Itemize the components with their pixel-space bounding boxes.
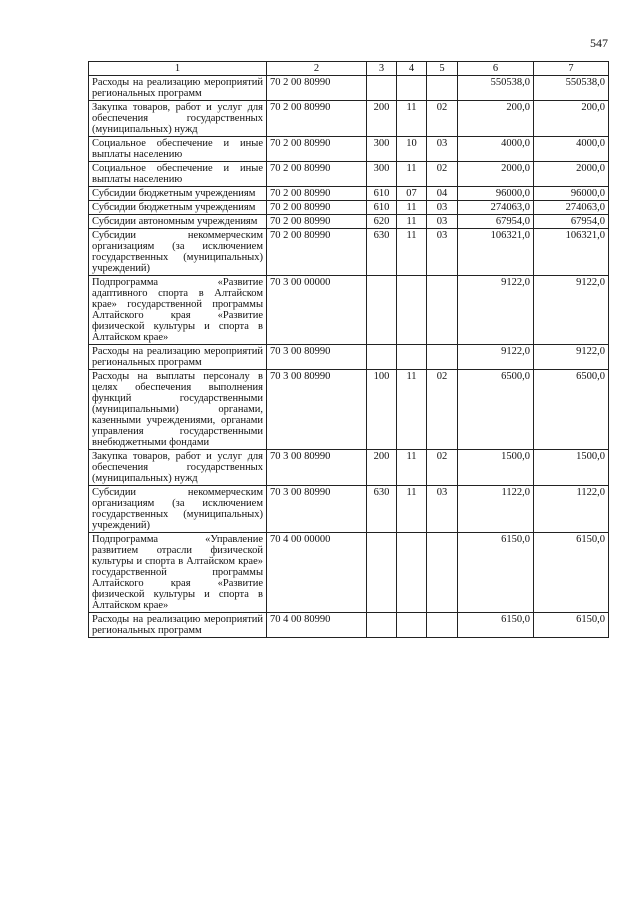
expense-name-cell: Расходы на выплаты персоналу в целях обеспечения выполнения функций государственными (муниципальными) органами, казенными учреждениями, органами управления государственными внебюджетными фондами xyxy=(89,370,267,450)
header-row xyxy=(89,62,609,76)
section-cell: 11 xyxy=(397,101,427,137)
column-header: 1 xyxy=(89,62,267,76)
subsection-cell: 03 xyxy=(427,229,458,276)
table-row xyxy=(89,137,609,162)
amount-cell: 1500,0 xyxy=(458,450,534,486)
page-number: 547 xyxy=(590,36,608,50)
section-cell xyxy=(397,613,427,638)
expense-name-cell: Социальное обеспечение и иные выплаты населению xyxy=(89,137,267,162)
amount-cell: 9122,0 xyxy=(458,345,534,370)
target-code-cell: 70 2 00 80990 xyxy=(267,137,367,162)
table-row xyxy=(89,201,609,215)
expense-type-cell: 630 xyxy=(367,486,397,533)
amount-cell: 200,0 xyxy=(534,101,609,137)
amount-cell: 200,0 xyxy=(458,101,534,137)
expense-name-cell: Расходы на реализацию мероприятий региональных программ xyxy=(89,345,267,370)
amount-cell: 6150,0 xyxy=(458,613,534,638)
expense-name-cell: Подпрограмма «Развитие адаптивного спорта в Алтайском крае» государственной программы Алтайского края «Развитие физической культуры и спорта в Алтайском крае» xyxy=(89,276,267,345)
expense-name-cell: Социальное обеспечение и иные выплаты населению xyxy=(89,162,267,187)
section-cell: 10 xyxy=(397,137,427,162)
expense-type-cell: 610 xyxy=(367,201,397,215)
section-cell: 11 xyxy=(397,201,427,215)
expense-type-cell: 200 xyxy=(367,101,397,137)
amount-cell: 96000,0 xyxy=(534,187,609,201)
expense-type-cell: 610 xyxy=(367,187,397,201)
subsection-cell xyxy=(427,533,458,613)
amount-cell: 6150,0 xyxy=(534,533,609,613)
expense-name-cell: Закупка товаров, работ и услуг для обеспечения государственных (муниципальных) нужд xyxy=(89,450,267,486)
target-code-cell: 70 3 00 80990 xyxy=(267,450,367,486)
section-cell xyxy=(397,533,427,613)
subsection-cell: 03 xyxy=(427,201,458,215)
subsection-cell: 02 xyxy=(427,101,458,137)
column-header: 5 xyxy=(427,62,458,76)
amount-cell: 6150,0 xyxy=(534,613,609,638)
subsection-cell: 02 xyxy=(427,370,458,450)
table-row xyxy=(89,533,609,613)
amount-cell: 2000,0 xyxy=(458,162,534,187)
expense-type-cell xyxy=(367,276,397,345)
target-code-cell: 70 2 00 80990 xyxy=(267,101,367,137)
amount-cell: 4000,0 xyxy=(458,137,534,162)
target-code-cell: 70 3 00 00000 xyxy=(267,276,367,345)
target-code-cell: 70 3 00 80990 xyxy=(267,370,367,450)
amount-cell: 550538,0 xyxy=(534,76,609,101)
amount-cell: 274063,0 xyxy=(534,201,609,215)
amount-cell: 6500,0 xyxy=(458,370,534,450)
expense-type-cell: 100 xyxy=(367,370,397,450)
table-row xyxy=(89,215,609,229)
expense-name-cell: Расходы на реализацию мероприятий региональных программ xyxy=(89,76,267,101)
section-cell: 11 xyxy=(397,450,427,486)
expense-type-cell: 630 xyxy=(367,229,397,276)
subsection-cell xyxy=(427,76,458,101)
budget-table xyxy=(88,61,609,638)
expense-name-cell: Расходы на реализацию мероприятий региональных программ xyxy=(89,613,267,638)
expense-type-cell xyxy=(367,345,397,370)
subsection-cell: 04 xyxy=(427,187,458,201)
expense-name-cell: Подпрограмма «Управление развитием отрасли физической культуры и спорта в Алтайском крае» государственной программы Алтайского края «Развитие физической культуры и спорта в Алтайском крае» xyxy=(89,533,267,613)
amount-cell: 6150,0 xyxy=(458,533,534,613)
expense-name-cell: Субсидии бюджетным учреждениям xyxy=(89,201,267,215)
table-row xyxy=(89,370,609,450)
section-cell xyxy=(397,345,427,370)
subsection-cell: 02 xyxy=(427,450,458,486)
target-code-cell: 70 3 00 80990 xyxy=(267,345,367,370)
target-code-cell: 70 2 00 80990 xyxy=(267,201,367,215)
table-row xyxy=(89,229,609,276)
subsection-cell: 03 xyxy=(427,486,458,533)
expense-type-cell: 620 xyxy=(367,215,397,229)
amount-cell: 1122,0 xyxy=(458,486,534,533)
subsection-cell xyxy=(427,345,458,370)
expense-type-cell xyxy=(367,613,397,638)
section-cell xyxy=(397,276,427,345)
expense-type-cell: 200 xyxy=(367,450,397,486)
table-row xyxy=(89,76,609,101)
target-code-cell: 70 2 00 80990 xyxy=(267,76,367,101)
expense-name-cell: Субсидии некоммерческим организациям (за исключением государственных (муниципальных) учреждений) xyxy=(89,486,267,533)
column-header: 4 xyxy=(397,62,427,76)
table-row xyxy=(89,187,609,201)
subsection-cell: 03 xyxy=(427,137,458,162)
table-row xyxy=(89,345,609,370)
table-row xyxy=(89,450,609,486)
expense-type-cell xyxy=(367,533,397,613)
expense-type-cell xyxy=(367,76,397,101)
amount-cell: 9122,0 xyxy=(534,345,609,370)
table-row xyxy=(89,613,609,638)
section-cell xyxy=(397,76,427,101)
section-cell: 11 xyxy=(397,162,427,187)
amount-cell: 274063,0 xyxy=(458,201,534,215)
expense-name-cell: Закупка товаров, работ и услуг для обеспечения государственных (муниципальных) нужд xyxy=(89,101,267,137)
column-header: 6 xyxy=(458,62,534,76)
subsection-cell xyxy=(427,613,458,638)
amount-cell: 106321,0 xyxy=(458,229,534,276)
amount-cell: 1122,0 xyxy=(534,486,609,533)
section-cell: 11 xyxy=(397,486,427,533)
amount-cell: 67954,0 xyxy=(534,215,609,229)
expense-type-cell: 300 xyxy=(367,162,397,187)
expense-name-cell: Субсидии автономным учреждениям xyxy=(89,215,267,229)
amount-cell: 4000,0 xyxy=(534,137,609,162)
expense-name-cell: Субсидии некоммерческим организациям (за исключением государственных (муниципальных) учреждений) xyxy=(89,229,267,276)
expense-type-cell: 300 xyxy=(367,137,397,162)
target-code-cell: 70 2 00 80990 xyxy=(267,187,367,201)
target-code-cell: 70 2 00 80990 xyxy=(267,215,367,229)
amount-cell: 6500,0 xyxy=(534,370,609,450)
target-code-cell: 70 3 00 80990 xyxy=(267,486,367,533)
target-code-cell: 70 2 00 80990 xyxy=(267,229,367,276)
amount-cell: 1500,0 xyxy=(534,450,609,486)
expense-name-cell: Субсидии бюджетным учреждениям xyxy=(89,187,267,201)
section-cell: 11 xyxy=(397,215,427,229)
target-code-cell: 70 4 00 80990 xyxy=(267,613,367,638)
amount-cell: 9122,0 xyxy=(458,276,534,345)
column-header: 7 xyxy=(534,62,609,76)
amount-cell: 96000,0 xyxy=(458,187,534,201)
column-header: 3 xyxy=(367,62,397,76)
amount-cell: 9122,0 xyxy=(534,276,609,345)
section-cell: 11 xyxy=(397,229,427,276)
table-row xyxy=(89,162,609,187)
target-code-cell: 70 4 00 00000 xyxy=(267,533,367,613)
target-code-cell: 70 2 00 80990 xyxy=(267,162,367,187)
table-row xyxy=(89,276,609,345)
subsection-cell xyxy=(427,276,458,345)
table-row xyxy=(89,486,609,533)
subsection-cell: 02 xyxy=(427,162,458,187)
amount-cell: 106321,0 xyxy=(534,229,609,276)
section-cell: 11 xyxy=(397,370,427,450)
column-header: 2 xyxy=(267,62,367,76)
section-cell: 07 xyxy=(397,187,427,201)
amount-cell: 67954,0 xyxy=(458,215,534,229)
subsection-cell: 03 xyxy=(427,215,458,229)
amount-cell: 2000,0 xyxy=(534,162,609,187)
table-row xyxy=(89,101,609,137)
amount-cell: 550538,0 xyxy=(458,76,534,101)
